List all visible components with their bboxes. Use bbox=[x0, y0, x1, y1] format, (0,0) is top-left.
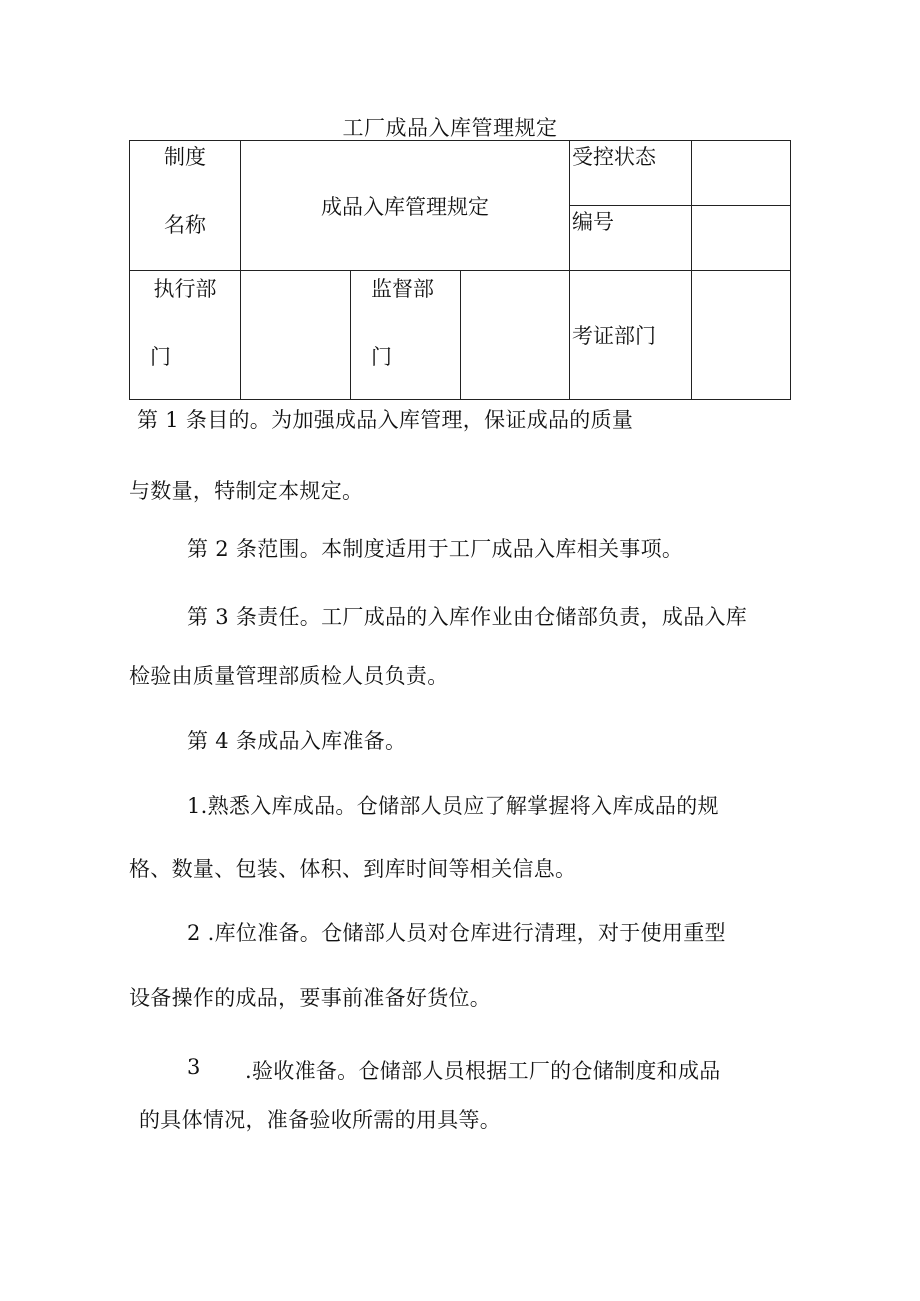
article-4: 第 4 条成品入库准备。 bbox=[187, 729, 407, 753]
control-status-value-cell bbox=[692, 141, 791, 206]
exec-dept-label-cell bbox=[130, 271, 241, 400]
article-1-line2: 与数量，特制定本规定。 bbox=[129, 479, 364, 503]
supervise-dept-line1: 监督部 bbox=[371, 277, 434, 301]
document-title: 工厂成品入库管理规定 bbox=[342, 116, 558, 140]
number-value-cell bbox=[692, 206, 791, 271]
header-info-table bbox=[129, 140, 791, 400]
name-label-line1: 制度 bbox=[164, 145, 206, 169]
evidence-dept-label: 考证部门 bbox=[572, 324, 657, 348]
supervise-dept-label-cell bbox=[351, 271, 461, 400]
supervise-dept-line2: 门 bbox=[371, 345, 392, 369]
article-3-line1: 第 3 条责任。工厂成品的入库作业由仓储部负责，成品入库 bbox=[187, 605, 748, 629]
supervise-dept-value-cell bbox=[461, 271, 570, 400]
article-1-line1: 第 1 条目的。为加强成品入库管理，保证成品的质量 bbox=[137, 408, 634, 432]
item-2-line2: 设备操作的成品，要事前准备好货位。 bbox=[129, 986, 492, 1010]
exec-dept-line1: 执行部 bbox=[153, 277, 217, 301]
item-3-line2: 的具体情况，准备验收所需的用具等。 bbox=[139, 1108, 502, 1132]
item-3-number: 3 bbox=[187, 1055, 201, 1079]
article-3-line2: 检验由质量管理部质检人员负责。 bbox=[129, 664, 449, 688]
control-status-label: 受控状态 bbox=[572, 145, 657, 169]
number-label: 编号 bbox=[572, 210, 615, 234]
evidence-dept-label-cell bbox=[570, 271, 692, 400]
exec-dept-line2: 门 bbox=[150, 345, 171, 369]
name-value-cell bbox=[241, 141, 570, 271]
name-label-line2: 名称 bbox=[164, 213, 206, 237]
item-3-line1: .验收准备。仓储部人员根据工厂的仓储制度和成品 bbox=[245, 1059, 721, 1083]
regulation-name: 成品入库管理规定 bbox=[321, 194, 489, 219]
item-1-line1: 1.熟悉入库成品。仓储部人员应了解掌握将入库成品的规 bbox=[187, 794, 719, 818]
control-status-label-cell bbox=[570, 141, 692, 206]
item-1-line2: 格、数量、包装、体积、到库时间等相关信息。 bbox=[129, 857, 577, 881]
article-2: 第 2 条范围。本制度适用于工厂成品入库相关事项。 bbox=[187, 537, 684, 561]
evidence-dept-value-cell bbox=[692, 271, 791, 400]
exec-dept-value-cell bbox=[241, 271, 351, 400]
item-2-line1: 2 .库位准备。仓储部人员对仓库进行清理，对于使用重型 bbox=[187, 921, 726, 945]
number-label-cell bbox=[570, 206, 692, 271]
name-label-cell bbox=[130, 141, 241, 271]
